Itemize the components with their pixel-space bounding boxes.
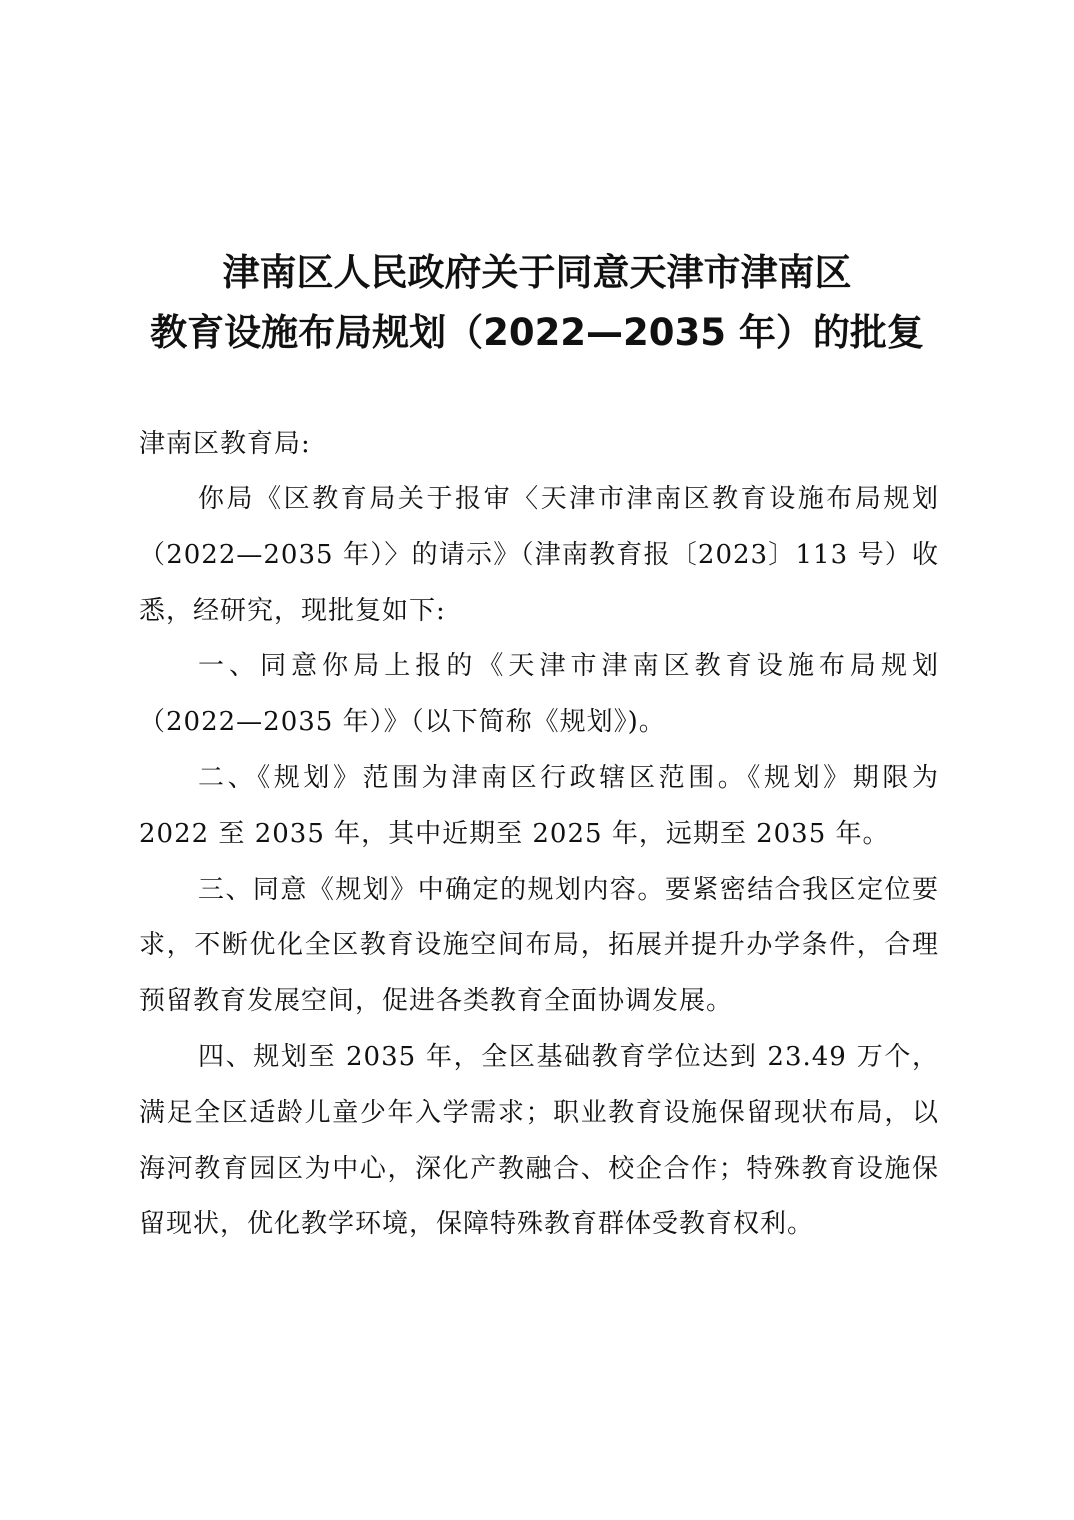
document-title <box>0 243 1074 363</box>
salutation: 津南区教育局: <box>139 429 311 459</box>
paragraph-intro: 你局《区教育局关于报审〈天津市津南区教育设施布局规划（2022—2035 年）〉的请示》（津南教育报〔2023〕113 号）收悉，经研究，现批复如下: <box>139 484 939 626</box>
paragraph-item-4: 四、规划至 2035 年，全区基础教育学位达到 23.49 万个，满足全区适龄儿童少年入学需求；职业教育设施保留现状布局，以海河教育园区为中心，深化产教融合、校企合作；特殊教育设施保留现状，优化教学环境，保障特殊教育群体受教育权利。 <box>139 1041 939 1240</box>
paragraph-item-2: 二、《规划》范围为津南区行政辖区范围。《规划》期限为 2022 至 2035 年，其中近期至 2025 年，远期至 2035 年。 <box>139 762 939 849</box>
title-line-1: 津南区人民政府关于同意天津市津南区 <box>222 251 852 294</box>
paragraph-item-3: 三、同意《规划》中确定的规划内容。要紧密结合我区定位要求，不断优化全区教育设施空间布局，拓展并提升办学条件，合理预留教育发展空间，促进各类教育全面协调发展。 <box>139 874 939 1017</box>
paragraph-item-1: 一、同意你局上报的《天津市津南区教育设施布局规划（2022—2035 年）》（以下简称《规划》)。 <box>139 651 939 738</box>
document-body <box>139 472 939 1253</box>
title-line-2: 教育设施布局规划（2022—2035 年）的批复 <box>150 311 924 354</box>
